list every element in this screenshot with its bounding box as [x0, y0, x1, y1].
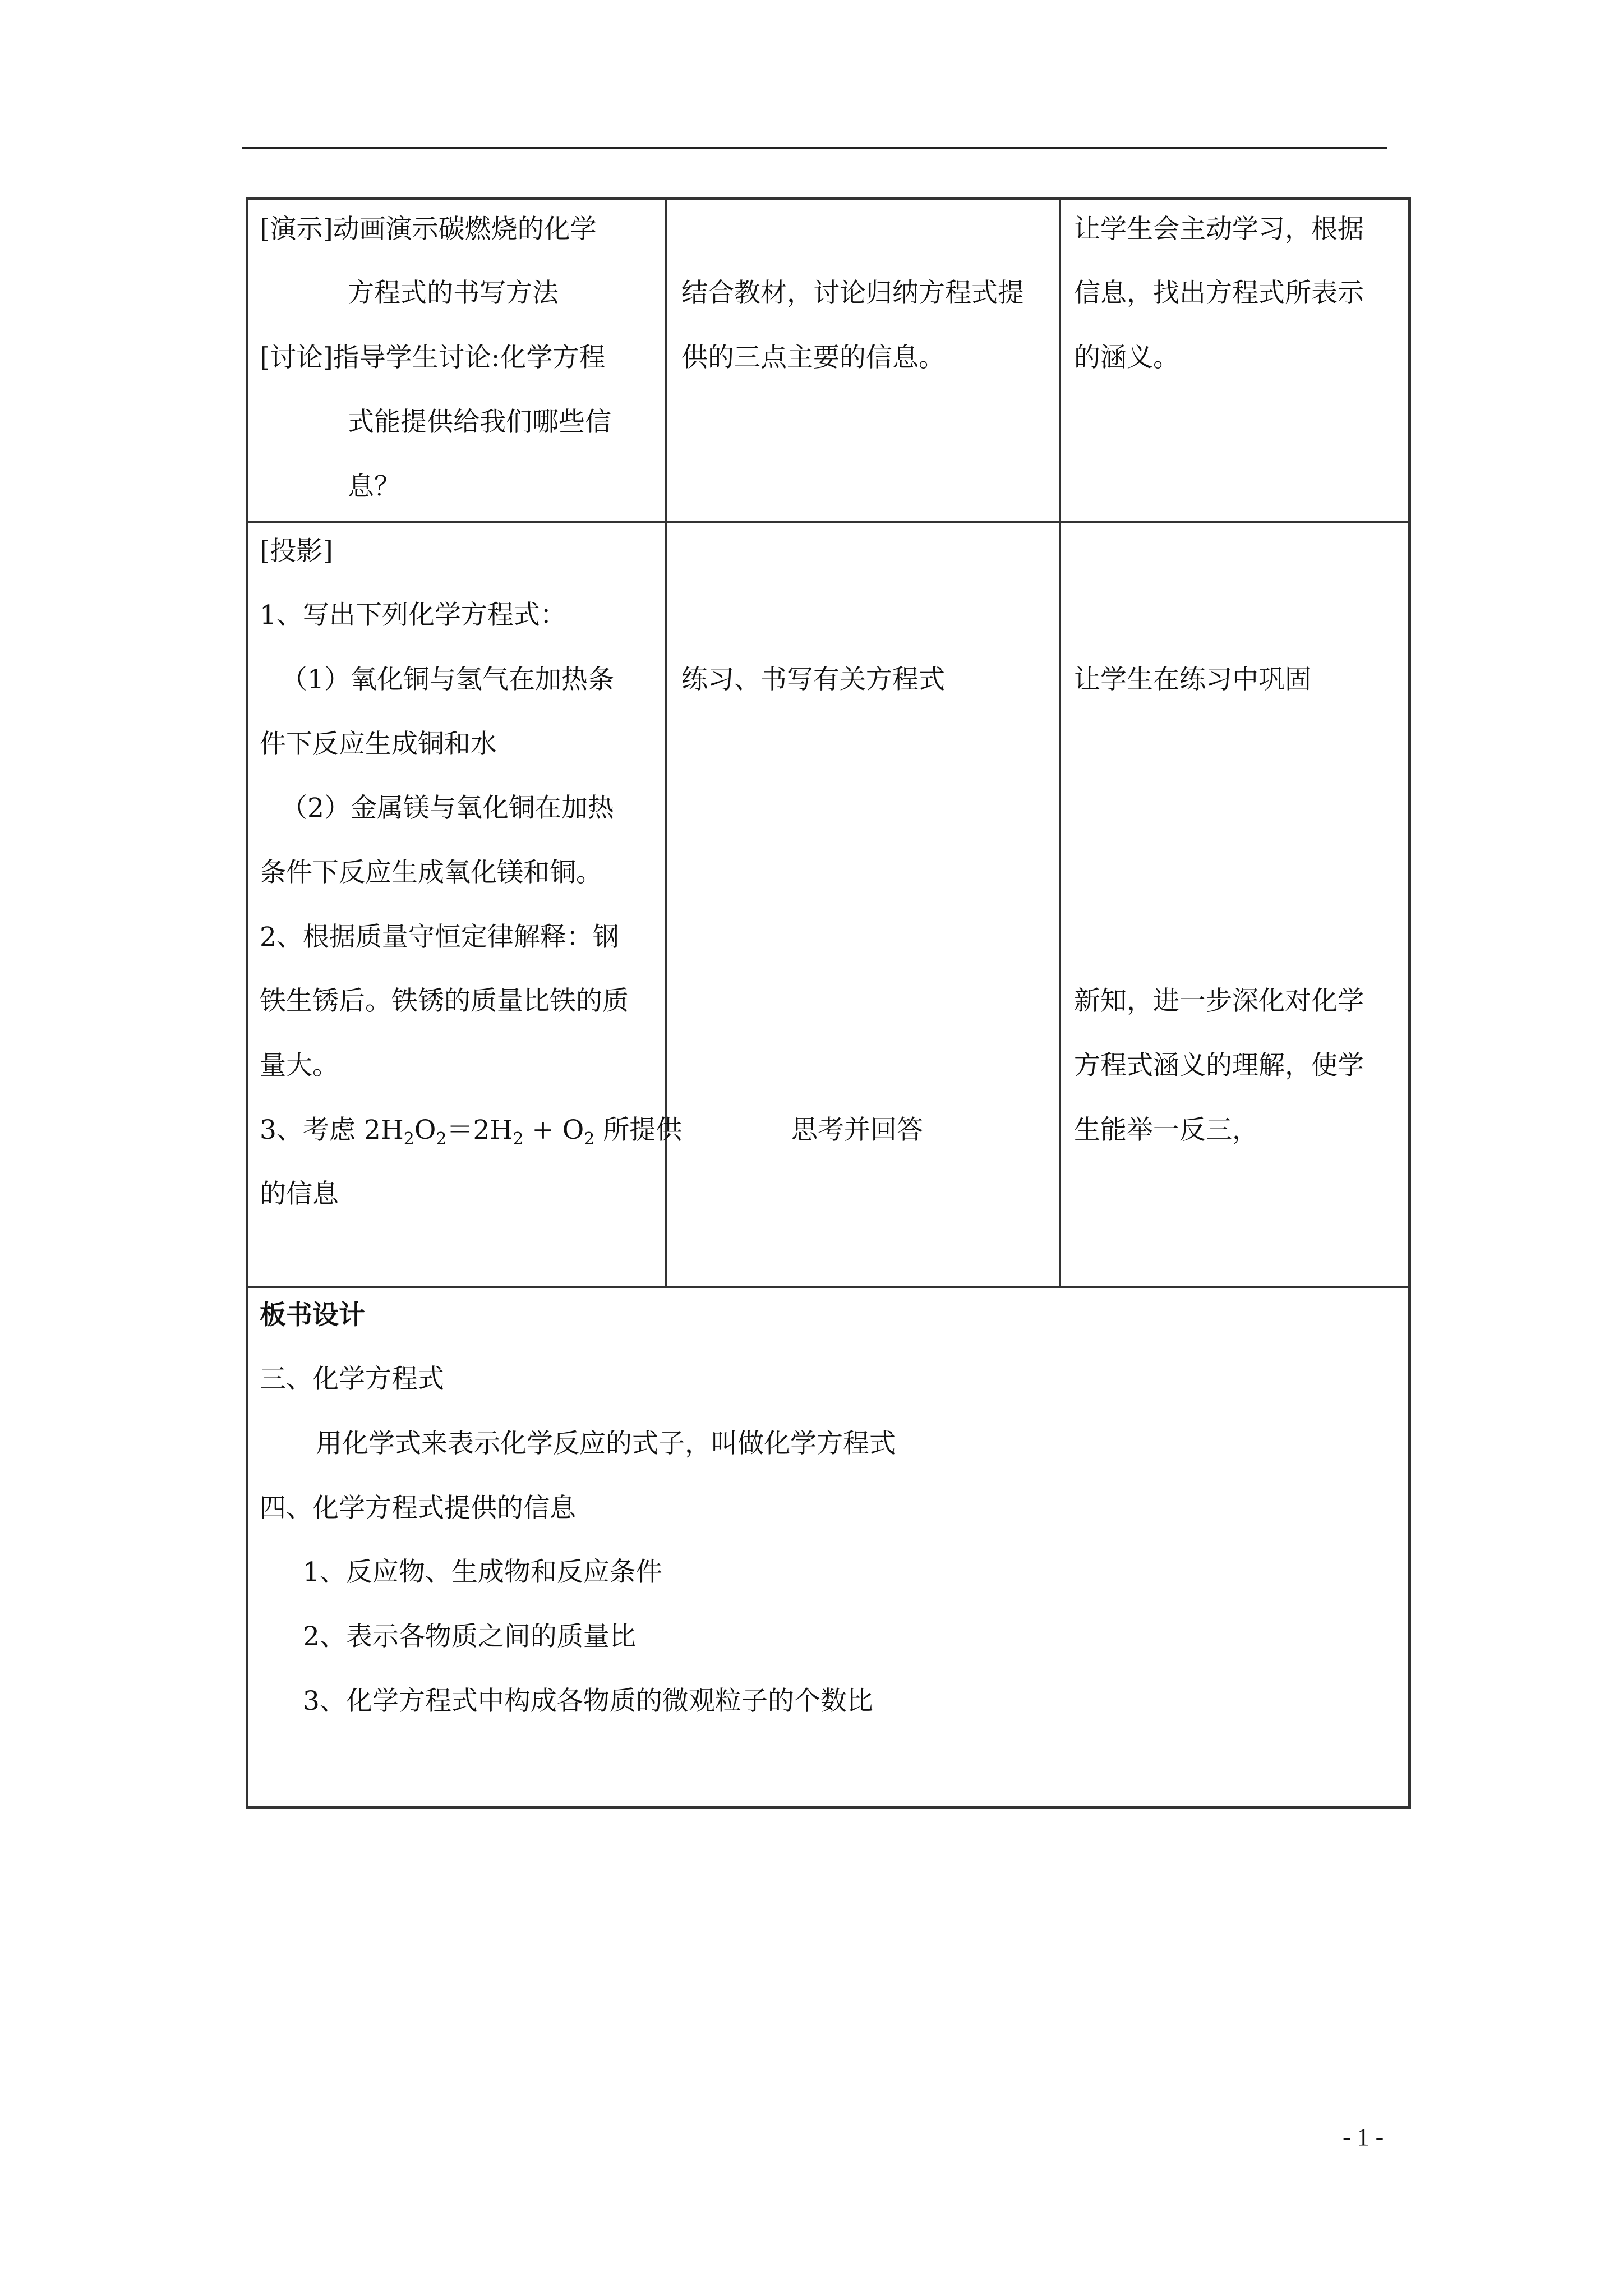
row2-col1-line11: 的信息: [260, 1179, 339, 1209]
board-line1: 三、化学方程式: [260, 1364, 444, 1395]
row-divider-1: [248, 521, 1408, 523]
row2-col1-line8: 铁生锈后。铁锈的质量比铁的质: [260, 986, 629, 1016]
equation-subscript: 2: [513, 1129, 524, 1149]
equation-text: + O: [523, 1115, 584, 1145]
equation-text: 所提供: [594, 1115, 683, 1145]
row2-col1-line2: 1、写出下列化学方程式：: [260, 600, 566, 631]
row1-col1-line4: 式能提供给我们哪些信: [348, 407, 611, 438]
equation-subscript: 2: [584, 1129, 595, 1149]
row2-col1-line7: 2、根据质量守恒定律解释：钢: [260, 922, 619, 953]
equation-line: [260, 1114, 682, 1156]
row-divider-2: [248, 1286, 1408, 1288]
row2-col3-line4: 生能举一反三，: [1074, 1115, 1258, 1145]
board-line3: 四、化学方程式提供的信息: [260, 1493, 576, 1524]
board-line2: 用化学式来表示化学反应的式子，叫做化学方程式: [316, 1428, 896, 1459]
row1-col2-line1: 结合教材，讨论归纳方程式提: [681, 278, 1024, 309]
lesson-table: [246, 197, 1411, 1809]
row2-col1-line4: 件下反应生成铜和水: [260, 729, 497, 760]
row1-col1-line5: 息？: [348, 471, 400, 502]
row2-col3-line3: 方程式涵义的理解，使学: [1074, 1050, 1364, 1081]
row2-col1-line6: 条件下反应生成氧化镁和铜。: [260, 857, 602, 888]
row1-col1-line1: [演示]动画演示碳燃烧的化学: [260, 214, 597, 245]
board-line5: 2、表示各物质之间的质量比: [303, 1621, 636, 1652]
row2-col1-line5: （2）金属镁与氧化铜在加热: [281, 793, 614, 823]
row2-col3-line2: 新知，进一步深化对化学: [1074, 986, 1364, 1016]
equation-text: O: [414, 1115, 436, 1145]
board-line6: 3、化学方程式中构成各物质的微观粒子的个数比: [303, 1686, 873, 1717]
column-divider-2: [1059, 200, 1061, 1286]
row2-col1-line1: [投影]: [260, 536, 333, 567]
equation-subscript: 2: [403, 1129, 414, 1149]
row2-col2-line2: 思考并回答: [791, 1115, 923, 1145]
row2-col1-line3: （1）氧化铜与氢气在加热条: [281, 664, 614, 695]
row2-col3-line1: 让学生在练习中巩固: [1074, 664, 1311, 695]
header-rule: [242, 147, 1387, 149]
equation-text: ＝2H: [446, 1115, 513, 1145]
row1-col2-line2: 供的三点主要的信息。: [681, 342, 945, 373]
equation-subscript: 2: [436, 1129, 447, 1149]
row1-col1-line3: [讨论]指导学生讨论:化学方程: [260, 342, 606, 373]
row1-col3-line1: 让学生会主动学习，根据: [1074, 214, 1364, 245]
row1-col1-line2: 方程式的书写方法: [348, 278, 559, 309]
board-line4: 1、反应物、生成物和反应条件: [303, 1557, 662, 1588]
row2-col2-line1: 练习、书写有关方程式: [681, 664, 945, 695]
row2-col1-line9: 量大。: [260, 1050, 339, 1081]
row1-col3-line3: 的涵义。: [1074, 342, 1179, 373]
equation-prefix: 3、考虑 2H: [260, 1115, 404, 1145]
page-number: - 1 -: [1343, 2123, 1384, 2151]
row1-col3-line2: 信息，找出方程式所表示: [1074, 278, 1364, 309]
board-title: 板书设计: [260, 1300, 365, 1331]
